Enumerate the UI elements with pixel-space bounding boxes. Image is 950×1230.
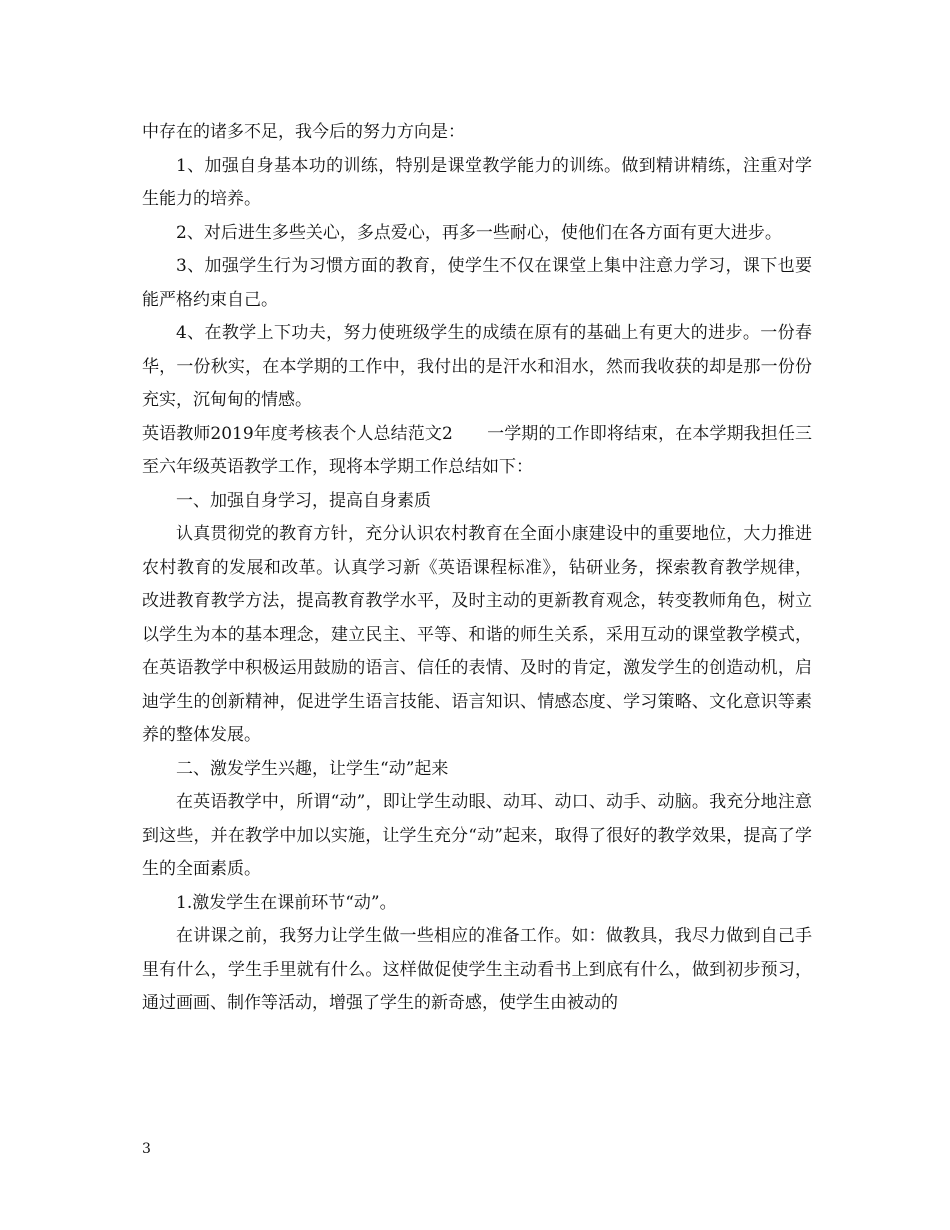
paragraph: 在讲课之前，我努力让学生做一些相应的准备工作。如：做教具，我尽力做到自己手里有什么，学生手里就有什么。这样做促使学生主动看书上到底有什么，做到初步预习，通过画画、制作等活动，增强了学生的新奇感，使学生由被动的 (142, 926, 812, 1013)
section-heading-paragraph: 英语教师2019年度考核表个人总结范文2 一学期的工作即将结束，在本学期我担任三至六年级英语教学工作，现将本学期工作总结如下： (142, 423, 812, 477)
paragraph: 中存在的诸多不足，我今后的努力方向是： (142, 122, 465, 142)
document-body (142, 116, 812, 1021)
paragraph: 3、加强学生行为习惯方面的教育，使学生不仅在课堂上集中注意力学习，课下也要能严格约束自己。 (142, 256, 812, 310)
paragraph: 在英语教学中，所谓“动”，即让学生动眼、动耳、动口、动手、动脑。我充分地注意到这些，并在教学中加以实施，让学生充分“动”起来，取得了很好的教学效果，提高了学生的全面素质。 (142, 792, 812, 879)
paragraph: 4、在教学上下功夫，努力使班级学生的成绩在原有的基础上有更大的进步。一份春华，一份秋实，在本学期的工作中，我付出的是汗水和泪水，然而我收获的却是那一份份充实，沉甸甸的情感。 (142, 323, 812, 410)
subsection-heading: 1.激发学生在课前环节“动”。 (176, 892, 397, 913)
section-heading: 二、激发学生兴趣，让学生“动”起来 (176, 758, 449, 779)
paragraph: 2、对后进生多些关心，多点爱心，再多一些耐心，使他们在各方面有更大进步。 (176, 222, 782, 243)
paragraph: 认真贯彻党的教育方针，充分认识农村教育在全面小康建设中的重要地位，大力推进农村教育的发展和改革。认真学习新《英语课程标准》，钻研业务，探索教育教学规律，改进教育教学方法，提高教育教学水平，及时主动的更新教育观念，转变教师角色，树立以学生为本的基本理念，建立民主、平等、和谐的师生关系，采用互动的课堂教学模式，在英语教学中积极运用鼓励的语言、信任的表情、及时的肯定，激发学生的创造动机，启迪学生的创新精神，促进学生语言技能、语言知识、情感态度、学习策略、文化意识等素养的整体发展。 (142, 524, 812, 745)
section-heading: 一、加强自身学习，提高自身素质 (176, 490, 431, 511)
page-number: 3 (142, 1141, 151, 1157)
paragraph: 1、加强自身基本功的训练，特别是课堂教学能力的训练。做到精讲精练，注重对学生能力的培养。 (142, 155, 812, 209)
